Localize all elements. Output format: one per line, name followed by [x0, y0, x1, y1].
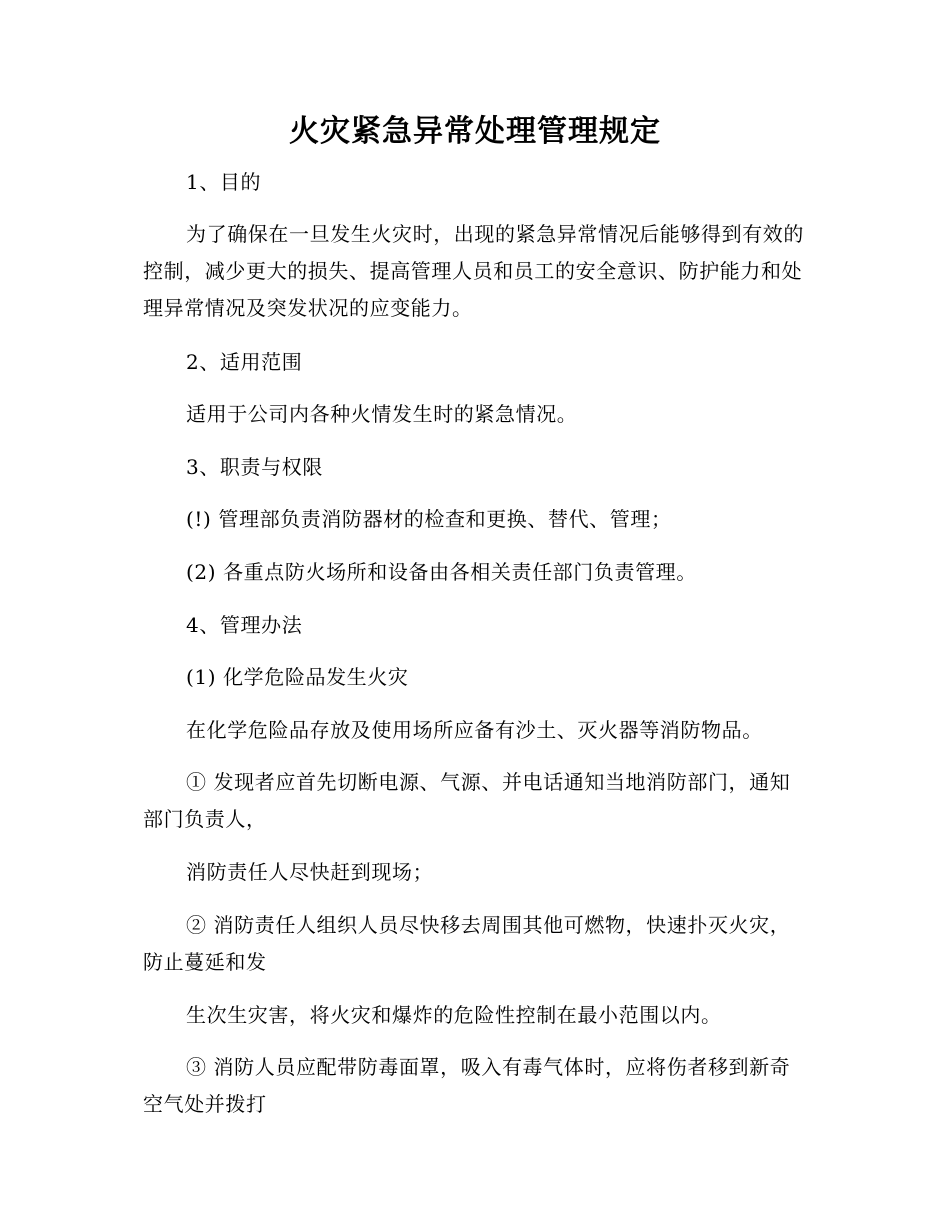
section-heading-responsibilities: 3、职责与权限 [186, 455, 323, 479]
paragraph-chemical-storage: 在化学危险品存放及使用场所应备有沙土、灭火器等消防物品。 [186, 718, 763, 742]
document-title: 火灾紧急异常处理管理规定 [289, 114, 661, 149]
section-heading-scope: 2、适用范围 [186, 350, 303, 374]
subsection-heading-chemical-fire: (1) 化学危险品发生火灾 [186, 665, 409, 689]
list-item-responsibility-2: (2) 各重点防火场所和设备由各相关责任部门负责管理。 [186, 560, 697, 584]
paragraph-purpose: 为了确保在一旦发生火灾时，出现的紧急异常情况后能够得到有效的控制，减少更大的损失、提高管理人员和员工的安全意识、防护能力和处理异常情况及突发状况的应变能力。 [143, 222, 804, 320]
list-item-step-1: ① 发现者应首先切断电源、气源、并电话通知当地消防部门，通知部门负责人， [143, 770, 791, 831]
paragraph-step-2-continued: 生次生灾害，将火灾和爆炸的危险性控制在最小范围以内。 [186, 1003, 722, 1027]
list-item-responsibility-1: (!) 管理部负责消防器材的检查和更换、替代、管理； [186, 507, 672, 531]
list-item-step-2: ② 消防责任人组织人员尽快移去周围其他可燃物，快速扑灭火灾，防止蔓延和发 [143, 913, 791, 974]
paragraph-step-1-continued: 消防责任人尽快赶到现场； [186, 860, 434, 884]
section-heading-methods: 4、管理办法 [186, 613, 303, 637]
list-item-step-3: ③ 消防人员应配带防毒面罩，吸入有毒气体时，应将伤者移到新奇空气处并拨打 [143, 1055, 791, 1116]
section-heading-purpose: 1、目的 [186, 170, 262, 194]
paragraph-scope: 适用于公司内各种火情发生时的紧急情况。 [186, 402, 578, 426]
